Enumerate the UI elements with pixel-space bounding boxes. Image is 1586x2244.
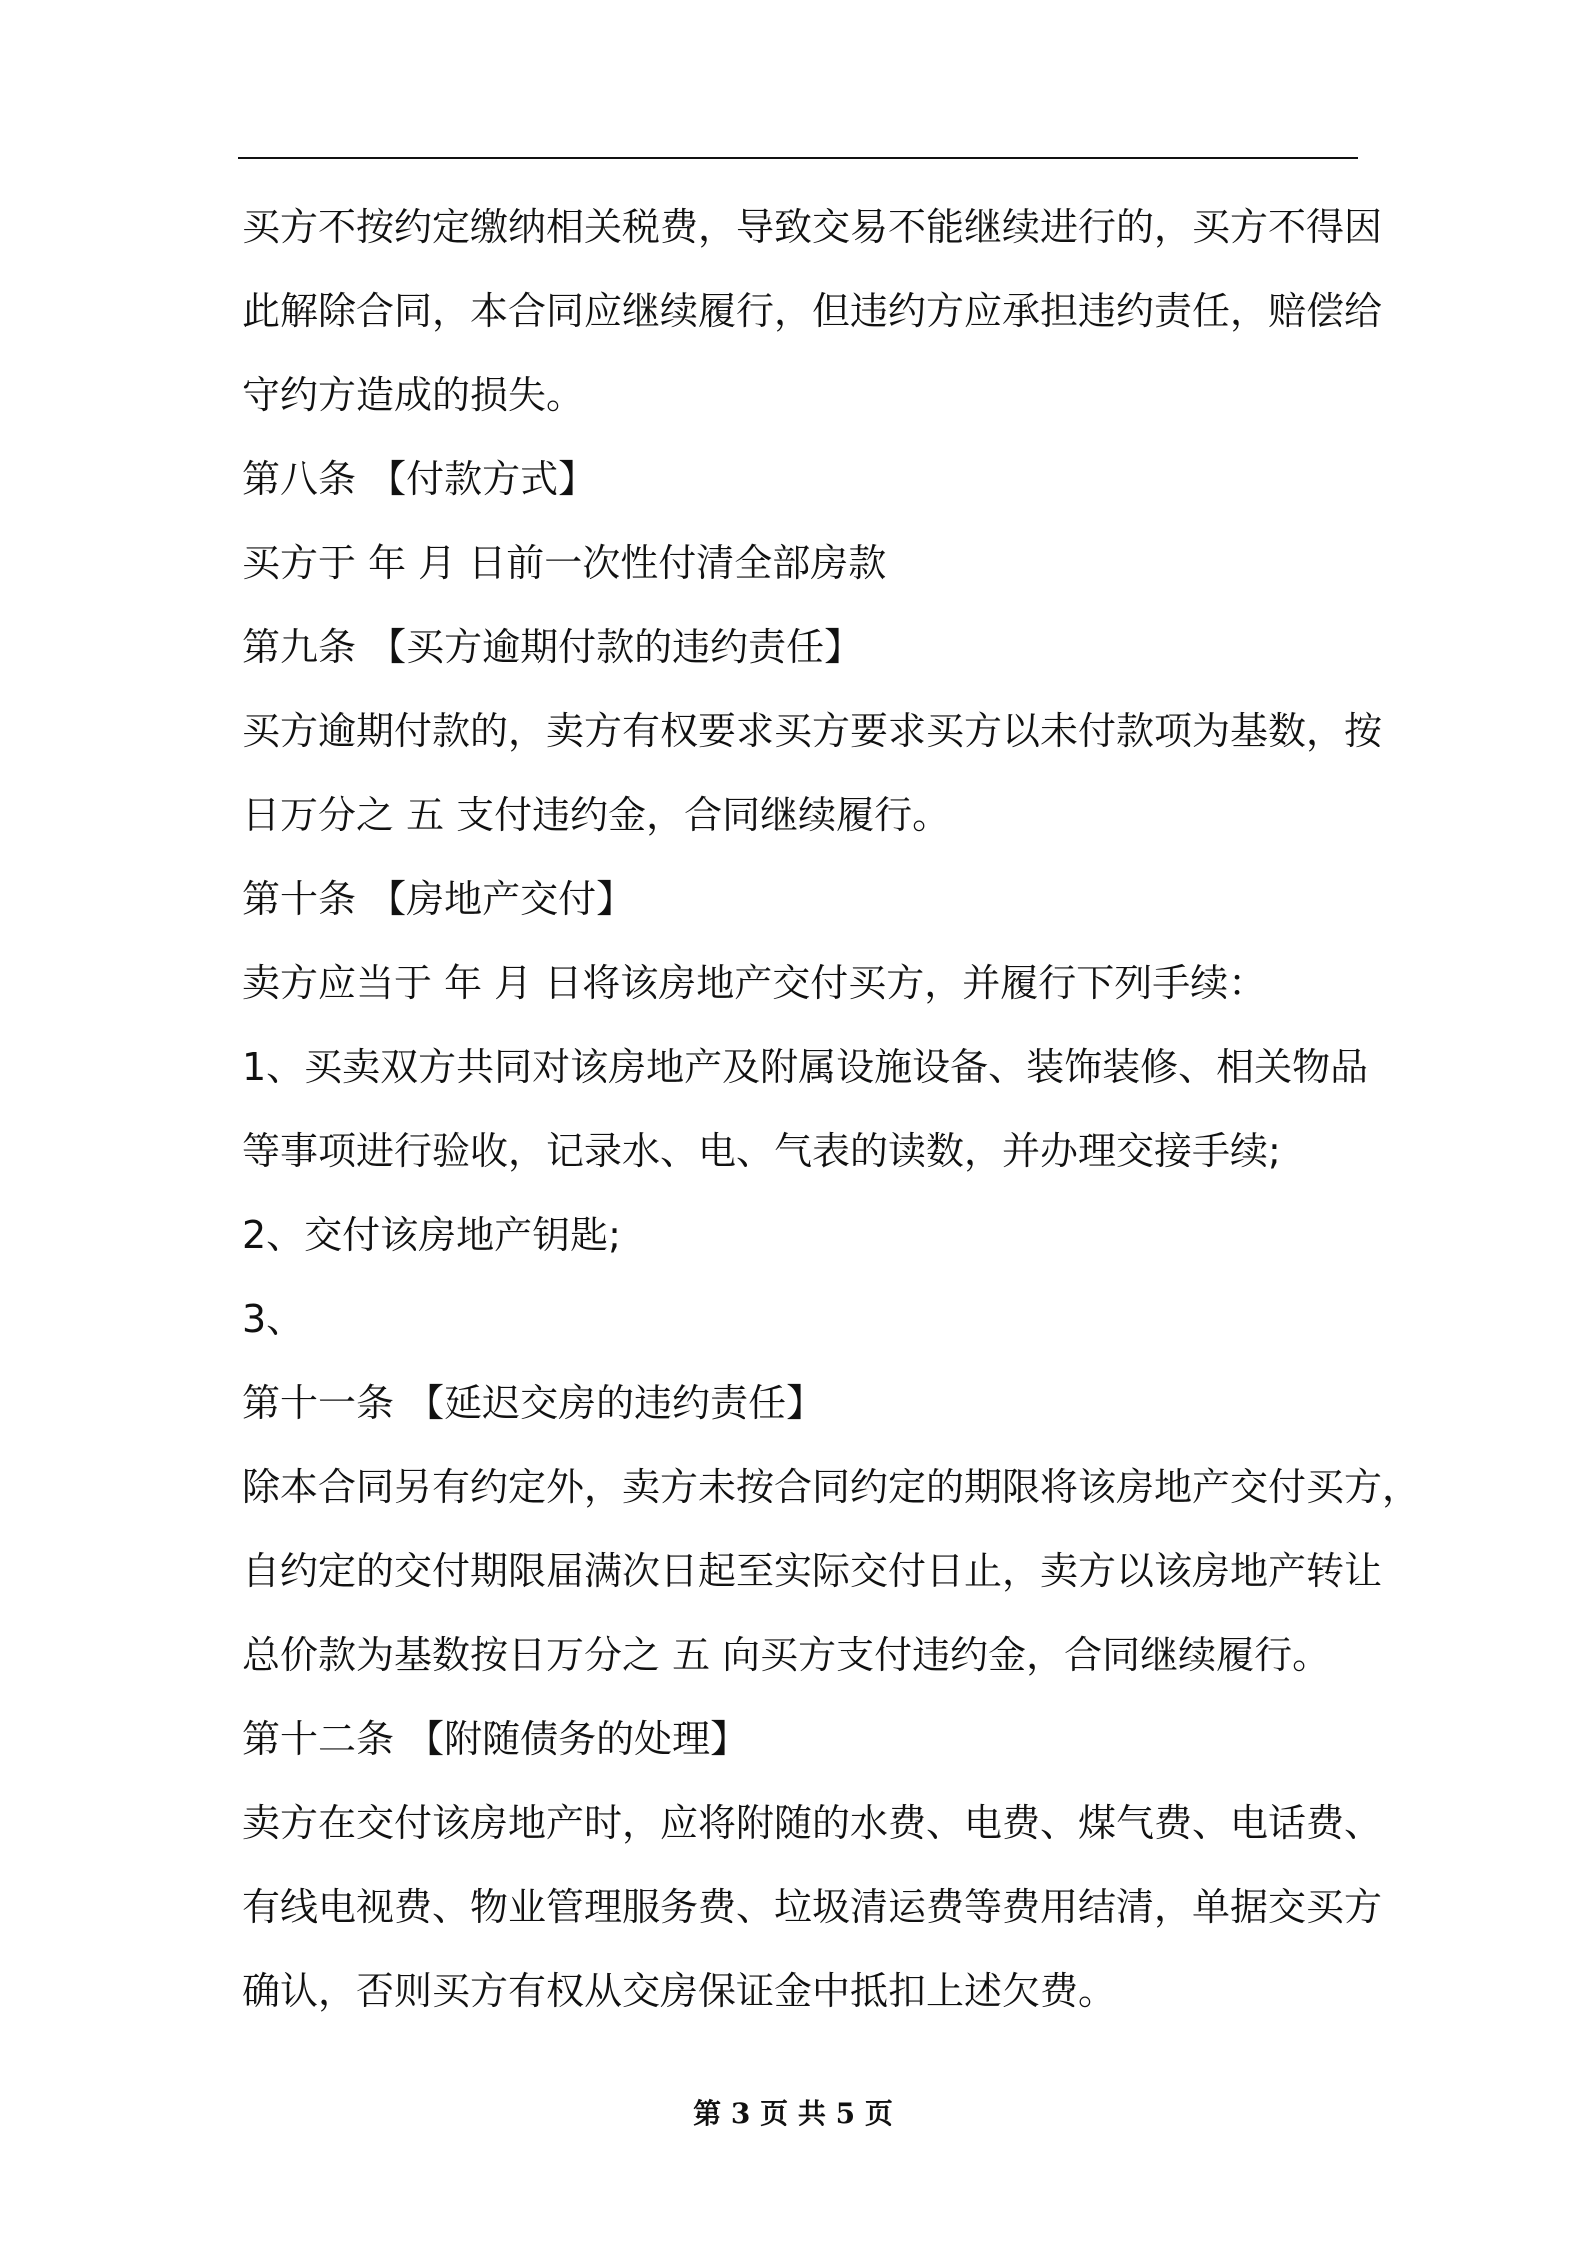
text-line: 买方逾期付款的，卖方有权要求买方要求买方以未付款项为基数，按: [242, 709, 1383, 753]
text-line: 有线电视费、物业管理服务费、垃圾清运费等费用结清，单据交买方: [242, 1885, 1383, 1929]
text-line: 买方于 年 月 日前一次性付清全部房款: [242, 541, 887, 585]
page-number-footer: 第 3 页 共 5 页: [693, 2097, 893, 2130]
text-line: 等事项进行验收，记录水、电、气表的读数，并办理交接手续;: [242, 1129, 1281, 1173]
text-line: 卖方在交付该房地产时，应将附随的水费、电费、煤气费、电话费、: [242, 1801, 1383, 1845]
text-line: 买方不按约定缴纳相关税费，导致交易不能继续进行的，买方不得因: [242, 205, 1383, 249]
text-line: 总价款为基数按日万分之 五 向买方支付违约金，合同继续履行。: [242, 1633, 1331, 1677]
article-heading-11: 第十一条 【延迟交房的违约责任】: [242, 1381, 825, 1425]
text-line: 日万分之 五 支付违约金，合同继续履行。: [242, 793, 951, 837]
text-line: 守约方造成的损失。: [242, 373, 585, 417]
article-heading-9: 第九条 【买方逾期付款的违约责任】: [242, 625, 863, 669]
article-heading-8: 第八条 【付款方式】: [242, 457, 597, 501]
header-rule: [238, 157, 1358, 159]
text-line: 确认，否则买方有权从交房保证金中抵扣上述欠费。: [242, 1969, 1117, 2013]
list-item: 1、买卖双方共同对该房地产及附属设施设备、装饰装修、相关物品: [242, 1045, 1369, 1089]
list-item: 2、交付该房地产钥匙;: [242, 1213, 621, 1257]
text-line: 自约定的交付期限届满次日起至实际交付日止，卖方以该房地产转让: [242, 1549, 1383, 1593]
text-line: 卖方应当于 年 月 日将该房地产交付买方，并履行下列手续：: [242, 961, 1267, 1005]
document-body: [242, 185, 1421, 2033]
text-line: 除本合同另有约定外，卖方未按合同约定的期限将该房地产交付买方，: [242, 1465, 1421, 1509]
article-heading-10: 第十条 【房地产交付】: [242, 877, 635, 921]
article-heading-12: 第十二条 【附随债务的处理】: [242, 1717, 749, 1761]
list-item: 3、: [242, 1297, 305, 1341]
text-line: 此解除合同，本合同应继续履行，但违约方应承担违约责任，赔偿给: [242, 289, 1383, 333]
